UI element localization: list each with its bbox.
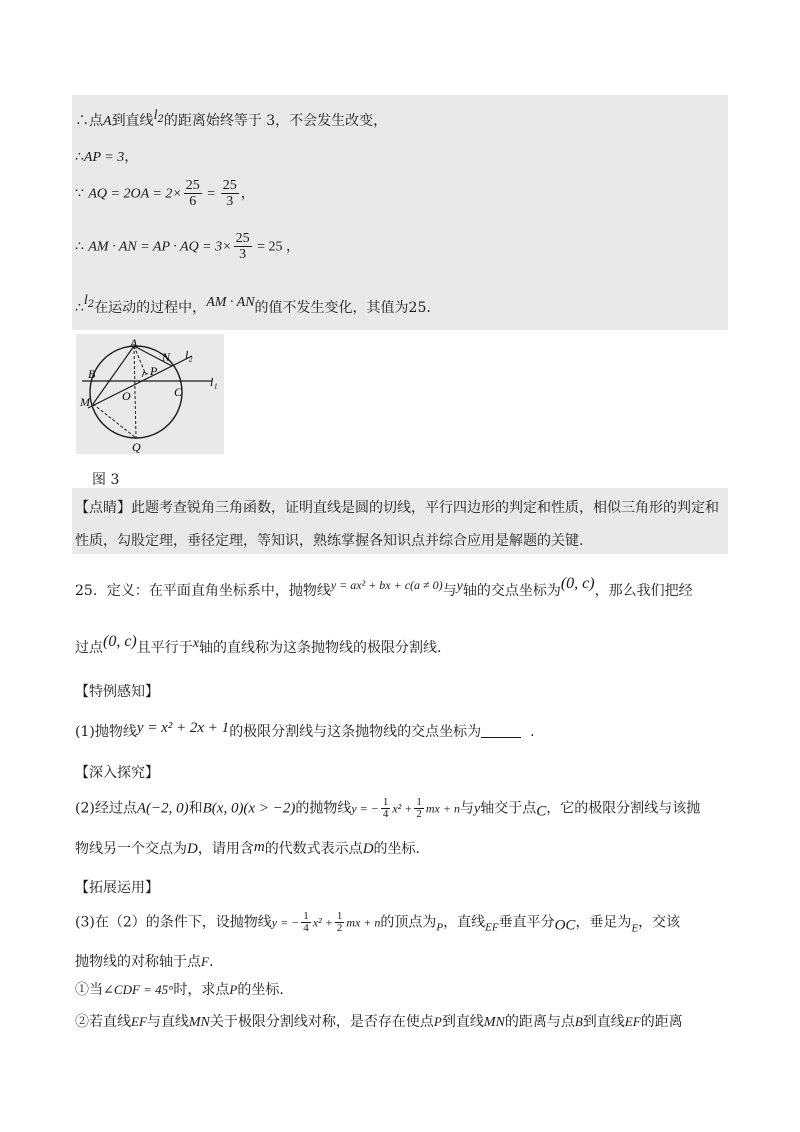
solution-line-5: $\therefore l^2$在运动的过程中，AM · AN的值不发生变化，其值为25. (75, 293, 431, 316)
answer-blank[interactable] (481, 725, 521, 738)
solution-line-4: ∴ AM · AN = AP · AQ = 3× $\frac{25}{3}$ = 25 ， (75, 231, 300, 262)
label-p: P (150, 364, 158, 378)
section-heading-2: 【深入探究】 (75, 765, 159, 781)
label-m: M (80, 395, 90, 409)
subq-3-line-2: 抛物线的对称轴于点F. (75, 954, 214, 970)
subq-2-line-1: (2)经过点A(−2, 0)和B(x, 0)(x > −2)的抛物线y = − $\frac{1}{4}$ x² + $\frac{1}{2}$ mx + n与y轴交于点C，它的极限分割线与该抛 (75, 796, 701, 820)
subq-3a: ①当∠CDF = 45°时，求点P的坐标. (75, 982, 284, 998)
q25-line-1: 25．定义：在平面直角坐标系中，抛物线y = ax² + bx + c(a ≠ 0)与y轴的交点坐标为(0, c)，那么我们把经 (75, 575, 693, 599)
label-q: Q (132, 440, 141, 454)
geometry-figure (76, 334, 224, 454)
section-heading-1: 【特例感知】 (75, 684, 159, 700)
comment-line-2: 性质，勾股定理，垂径定理，等知识，熟练掌握各知识点并综合应用是解题的关键. (75, 533, 584, 549)
figure-caption: 图 3 (92, 472, 120, 488)
circle-diagram (76, 334, 224, 454)
label-c: C (174, 385, 183, 399)
right-angle-mark (142, 372, 148, 377)
label-b: B (88, 367, 96, 381)
label-a: A (130, 336, 138, 350)
label-l2: l₂ (185, 348, 193, 362)
subq-3-line-1: (3)在（2）的条件下，设抛物线y = − $\frac{1}{4}$ x² + $\frac{1}{2}$ mx + n的顶点为$_P$，直线$_{EF}$垂直平分OC，垂足为$_E$，交该 (75, 910, 681, 935)
label-n: N (162, 350, 171, 364)
subq-3b: ②若直线EF与直线MN关于极限分割线对称，是否存在使点P到直线MN的距离与点B到直线EF的距离 (75, 1014, 683, 1030)
subq-1: (1)抛物线y = x² + 2x + 1的极限分割线与这条抛物线的交点坐标为 . (75, 720, 535, 740)
line-l2 (88, 356, 192, 408)
solution-line-3: ∵ AQ = 2OA = 2× $\frac{25}{6}$ = $\frac{25}{3}$ ， (75, 178, 255, 209)
segment-ap (134, 346, 146, 375)
comment-line-1: 【点睛】此题考查锐角三角函数，证明直线是圆的切线，平行四边形的判定和性质，相似三角形的判定和 (75, 500, 719, 516)
q25-line-2: 过点(0, c)且平行于x轴的直线称为这条抛物线的极限分割线. (75, 633, 442, 656)
segment-aq (134, 346, 136, 438)
solution-line-2: ∴AP = 3， (75, 149, 139, 165)
section-heading-3: 【拓展运用】 (75, 880, 159, 896)
solution-line-1: ∴点A到直线$l^2$的距离始终等于 3，不会发生改变， (75, 108, 388, 129)
label-o: O (122, 389, 131, 403)
label-l1: l₁ (210, 375, 218, 389)
subq-2-line-2: 物线另一个交点为D，请用含m的代数式表示点D的坐标. (75, 839, 420, 857)
